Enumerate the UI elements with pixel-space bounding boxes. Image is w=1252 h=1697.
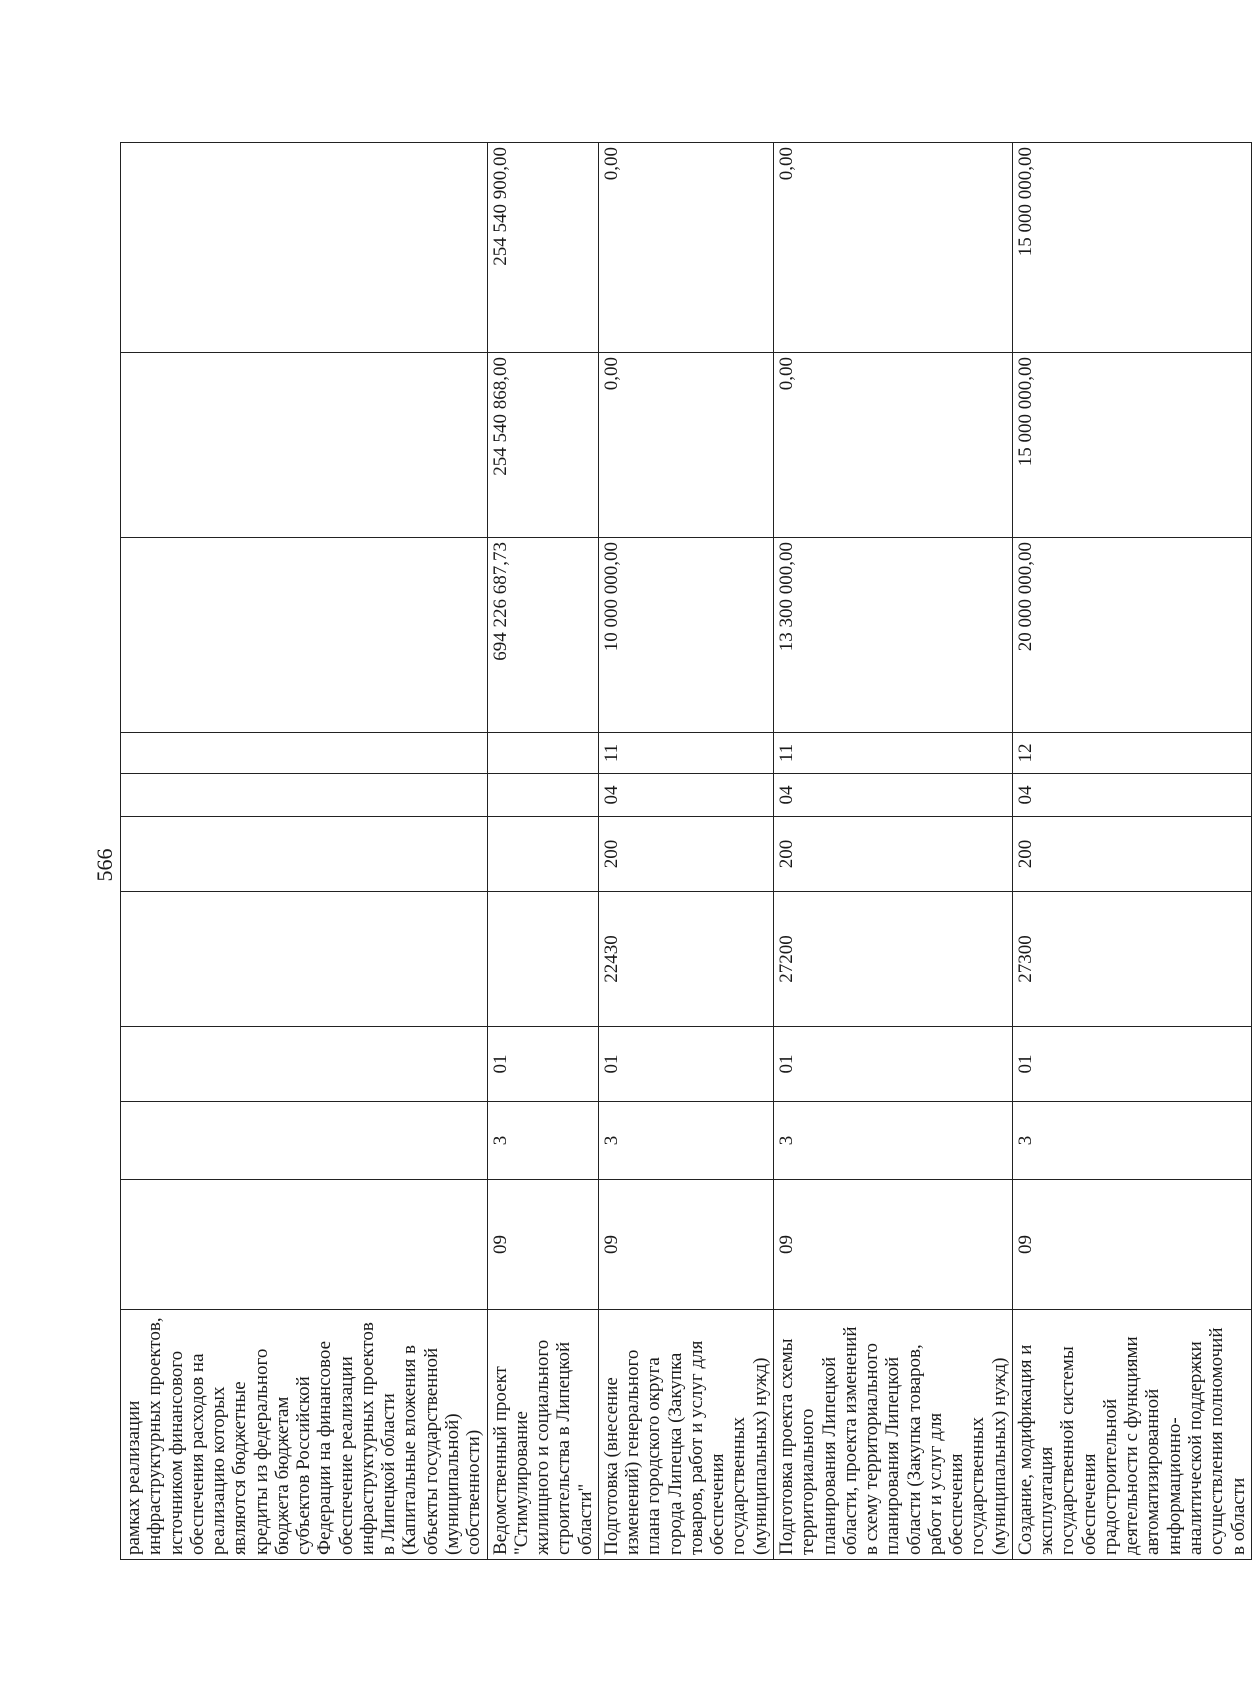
expense-direction-code: 27200 (773, 892, 1012, 1027)
row-description: Ведомственный проект "Стимулирование жилищного и социального строительства в Липецкой области" (487, 1310, 598, 1560)
amount-year-2: 15 000 000,00 (1012, 353, 1251, 538)
amount-year-3: 254 540 900,00 (487, 143, 598, 353)
table-body (121, 143, 1252, 1560)
structural-element-code: 01 (1012, 1027, 1251, 1102)
row-description: Создание, модификация и эксплуатация государственной системы обеспечения градостроительной деятельности с функциями автоматизированной информационно-аналитической поддержки осуществления полномочий в области (1012, 1310, 1251, 1560)
program-code: 09 (773, 1180, 1012, 1310)
program-code: 09 (1012, 1180, 1251, 1310)
expense-direction-code (121, 892, 488, 1027)
table-row (487, 143, 598, 1560)
row-description: рамках реализации инфраструктурных проектов, источником финансового обеспечения расходов на реализацию которых являются бюджетные кредиты из федерального бюджета бюджетам субъектов Российской Федерации на финансовое обеспечение реализации инфраструктурных проектов в Липецкой области (Капитальные вложения в объекты государственной (муниципальной) собственности) (121, 1310, 488, 1560)
section-code: 04 (773, 774, 1012, 817)
amount-year-3 (121, 143, 488, 353)
subprogram-code: 3 (1012, 1102, 1251, 1180)
amount-year-2: 0,00 (773, 353, 1012, 538)
expense-type-code (121, 817, 488, 892)
amount-year-2: 0,00 (598, 353, 773, 538)
amount-year-2 (121, 353, 488, 538)
subsection-code: 11 (598, 733, 773, 774)
budget-table (120, 142, 1252, 1560)
amount-year-3: 15 000 000,00 (1012, 143, 1251, 353)
program-code: 09 (598, 1180, 773, 1310)
row-description: Подготовка (внесение изменений) генерального плана городского округа города Липецка (Закупка товаров, работ и услуг для обеспечения государственных (муниципальных) нужд) (598, 1310, 773, 1560)
amount-year-3: 0,00 (773, 143, 1012, 353)
structural-element-code: 01 (598, 1027, 773, 1102)
table-row (121, 143, 488, 1560)
amount-year-1: 20 000 000,00 (1012, 538, 1251, 733)
subsection-code: 12 (1012, 733, 1251, 774)
amount-year-1 (121, 538, 488, 733)
amount-year-2: 254 540 868,00 (487, 353, 598, 538)
program-code (121, 1180, 488, 1310)
table-row (1012, 143, 1251, 1560)
expense-type-code: 200 (773, 817, 1012, 892)
subprogram-code: 3 (487, 1102, 598, 1180)
expense-direction-code: 22430 (598, 892, 773, 1027)
section-code: 04 (1012, 774, 1251, 817)
subsection-code (121, 733, 488, 774)
subprogram-code (121, 1102, 488, 1180)
table-row (598, 143, 773, 1560)
table-row (773, 143, 1012, 1560)
amount-year-1: 694 226 687,73 (487, 538, 598, 733)
section-code: 04 (598, 774, 773, 817)
amount-year-3: 0,00 (598, 143, 773, 353)
subsection-code: 11 (773, 733, 1012, 774)
page-number: 566 (92, 848, 117, 882)
structural-element-code: 01 (487, 1027, 598, 1102)
structural-element-code (121, 1027, 488, 1102)
row-description: Подготовка проекта схемы территориального планирования Липецкой области, проекта изменений в схему территориального планирования Липецкой области (Закупка товаров, работ и услуг для обеспечения государственных (муниципальных) нужд) (773, 1310, 1012, 1560)
expense-type-code: 200 (598, 817, 773, 892)
rotated-page (62, 85, 1249, 1645)
subprogram-code: 3 (773, 1102, 1012, 1180)
subsection-code (487, 733, 598, 774)
program-code: 09 (487, 1180, 598, 1310)
expense-type-code (487, 817, 598, 892)
expense-direction-code: 27300 (1012, 892, 1251, 1027)
expense-type-code: 200 (1012, 817, 1251, 892)
structural-element-code: 01 (773, 1027, 1012, 1102)
subprogram-code: 3 (598, 1102, 773, 1180)
amount-year-1: 13 300 000,00 (773, 538, 1012, 733)
section-code (487, 774, 598, 817)
amount-year-1: 10 000 000,00 (598, 538, 773, 733)
expense-direction-code (487, 892, 598, 1027)
section-code (121, 774, 488, 817)
